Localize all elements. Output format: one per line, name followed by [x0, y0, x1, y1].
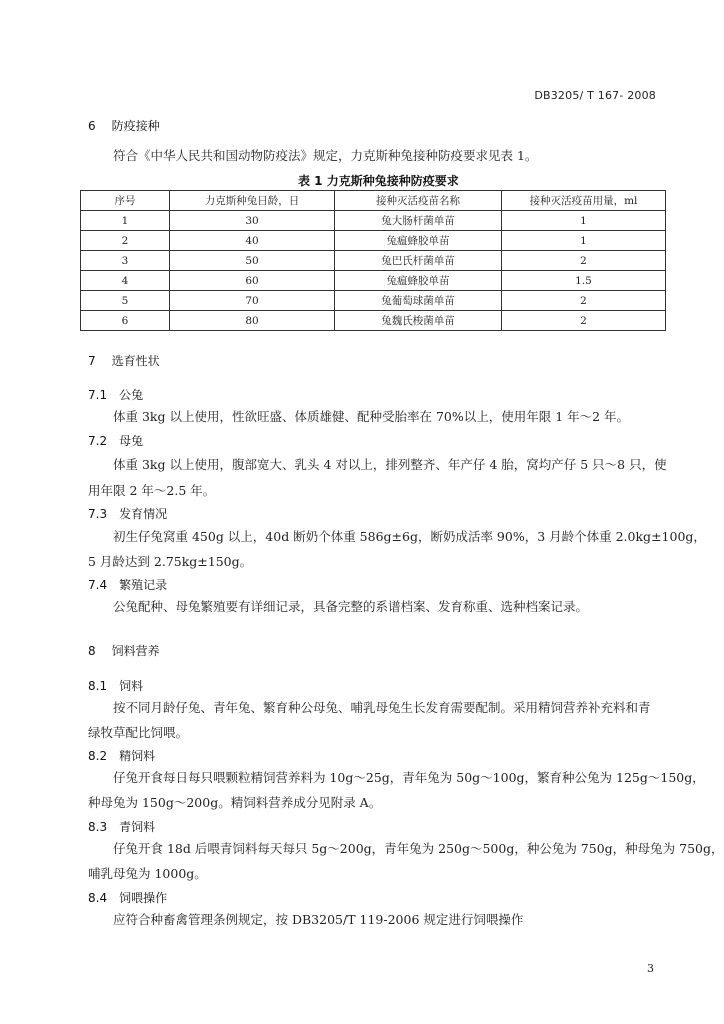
table-cell: 30 — [170, 211, 335, 231]
subsection-title: 发育情况 — [119, 507, 168, 521]
subsection-7-3-heading — [88, 505, 167, 522]
section-7-heading — [88, 352, 160, 369]
section-number: 7 — [88, 354, 96, 368]
table-caption: 表 1 力克斯种兔接种防疫要求 — [298, 174, 459, 188]
table-cell: 兔大肠杆菌单苗 — [335, 211, 502, 231]
subsection-8-3-paragraph-line1: 仔兔开食 18d 后喂青饲料每天每只 5g～200g，青年兔为 250g～500g，种公兔为 750g，种母兔为 750g， — [113, 841, 724, 856]
section-number: 6 — [88, 119, 96, 133]
section-number: 8 — [88, 644, 96, 658]
table-cell: 60 — [170, 271, 335, 291]
table-header-row — [81, 191, 666, 211]
table-cell: 兔葡萄球菌单苗 — [335, 291, 502, 311]
table-cell: 2 — [502, 311, 666, 331]
table-row — [81, 231, 666, 251]
subsection-7-2-heading — [88, 432, 143, 449]
table-cell: 1 — [502, 211, 666, 231]
subsection-8-1-heading — [88, 677, 143, 694]
table-cell: 兔魏氏梭菌单苗 — [335, 311, 502, 331]
table-row — [81, 291, 666, 311]
subsection-number: 7.3 — [88, 507, 108, 521]
subsection-7-3-paragraph-line1: 初生仔兔窝重 450g 以上，40d 断奶个体重 586g±6g，断奶成活率 90%，3 月龄个体重 2.0kg±100g， — [113, 529, 706, 544]
table-row — [81, 311, 666, 331]
subsection-8-3-paragraph-line2: 哺乳母兔为 1000g。 — [88, 866, 207, 881]
table-cell: 兔瘟蜂胶单苗 — [335, 231, 502, 251]
subsection-title: 繁殖记录 — [119, 578, 168, 592]
column-header: 力克斯种兔日龄，日 — [170, 191, 335, 211]
subsection-number: 8.3 — [88, 820, 108, 834]
vaccination-table — [80, 190, 666, 331]
subsection-7-2-paragraph-line2: 用年限 2 年～2.5 年。 — [88, 483, 216, 498]
table-cell: 70 — [170, 291, 335, 311]
page-number: 3 — [647, 962, 654, 975]
table-cell: 兔瘟蜂胶单苗 — [335, 271, 502, 291]
section-6-paragraph: 符合《中华人民共和国动物防疫法》规定，力克斯种兔接种防疫要求见表 1。 — [113, 148, 538, 163]
section-6-heading — [88, 117, 160, 134]
table-cell: 2 — [502, 251, 666, 271]
subsection-title: 母兔 — [119, 434, 144, 448]
subsection-7-1-paragraph: 体重 3kg 以上使用，性欲旺盛、体质雄健、配种受胎率在 70%以上，使用年限 1 年～2 年。 — [113, 409, 630, 424]
subsection-title: 青饲料 — [119, 820, 156, 834]
subsection-7-1-heading — [88, 386, 143, 403]
table-cell: 1 — [502, 231, 666, 251]
subsection-7-3-paragraph-line2: 5 月龄达到 2.75kg±150g。 — [88, 554, 253, 569]
subsection-title: 饲料 — [119, 679, 144, 693]
subsection-7-4-heading — [88, 576, 167, 593]
subsection-8-4-paragraph: 应符合种畜禽管理条例规定，按 DB3205/T 119-2006 规定进行饲喂操作 — [113, 912, 524, 927]
table-cell: 4 — [81, 271, 170, 291]
subsection-8-1-paragraph-line2: 绿牧草配比饲喂。 — [88, 725, 189, 740]
table-cell: 1 — [81, 211, 170, 231]
table-row — [81, 251, 666, 271]
table-row — [81, 271, 666, 291]
subsection-8-3-heading — [88, 818, 155, 835]
subsection-number: 8.2 — [88, 749, 108, 763]
subsection-number: 7.4 — [88, 578, 108, 592]
table-cell: 50 — [170, 251, 335, 271]
subsection-title: 精饲料 — [119, 749, 156, 763]
table-cell: 5 — [81, 291, 170, 311]
subsection-number: 8.1 — [88, 679, 108, 693]
subsection-title: 饲喂操作 — [119, 891, 168, 905]
table-row — [81, 211, 666, 231]
section-title: 防疫接种 — [111, 119, 160, 133]
section-title: 饲料营养 — [111, 644, 160, 658]
subsection-7-2-paragraph-line1: 体重 3kg 以上使用，腹部宽大、乳头 4 对以上，排列整齐、年产仔 4 胎，窝均产仔 5 只～8 只，使 — [113, 457, 667, 472]
table-cell: 3 — [81, 251, 170, 271]
subsection-8-4-heading — [88, 889, 167, 906]
column-header: 接种灭活疫苗名称 — [335, 191, 502, 211]
column-header: 序号 — [81, 191, 170, 211]
table-cell: 80 — [170, 311, 335, 331]
section-title: 选育性状 — [111, 354, 160, 368]
table-cell: 2 — [81, 231, 170, 251]
subsection-8-2-paragraph-line1: 仔兔开食每日每只喂颗粒精饲营养料为 10g～25g，青年兔为 50g～100g，繁育种公兔为 125g～150g， — [113, 770, 705, 785]
table-cell: 兔巴氏杆菌单苗 — [335, 251, 502, 271]
table-cell: 1.5 — [502, 271, 666, 291]
subsection-number: 7.1 — [88, 388, 108, 402]
subsection-title: 公兔 — [119, 388, 144, 402]
subsection-number: 8.4 — [88, 891, 108, 905]
subsection-7-4-paragraph: 公兔配种、母兔繁殖要有详细记录，具备完整的系谱档案、发育称重、选种档案记录。 — [113, 599, 589, 614]
table-cell: 40 — [170, 231, 335, 251]
table-cell: 2 — [502, 291, 666, 311]
section-8-heading — [88, 642, 160, 659]
subsection-8-2-heading — [88, 747, 155, 764]
subsection-8-1-paragraph-line1: 按不同月龄仔兔、青年兔、繁育种公母兔、哺乳母兔生长发育需要配制。采用精饲营养补充料和青 — [113, 700, 651, 715]
subsection-number: 7.2 — [88, 434, 108, 448]
table-cell: 6 — [81, 311, 170, 331]
document-code-header: DB3205/ T 167- 2008 — [534, 89, 656, 102]
subsection-8-2-paragraph-line2: 种母兔为 150g～200g。精饲料营养成分见附录 A。 — [88, 795, 382, 810]
column-header: 接种灭活疫苗用量，ml — [502, 191, 666, 211]
